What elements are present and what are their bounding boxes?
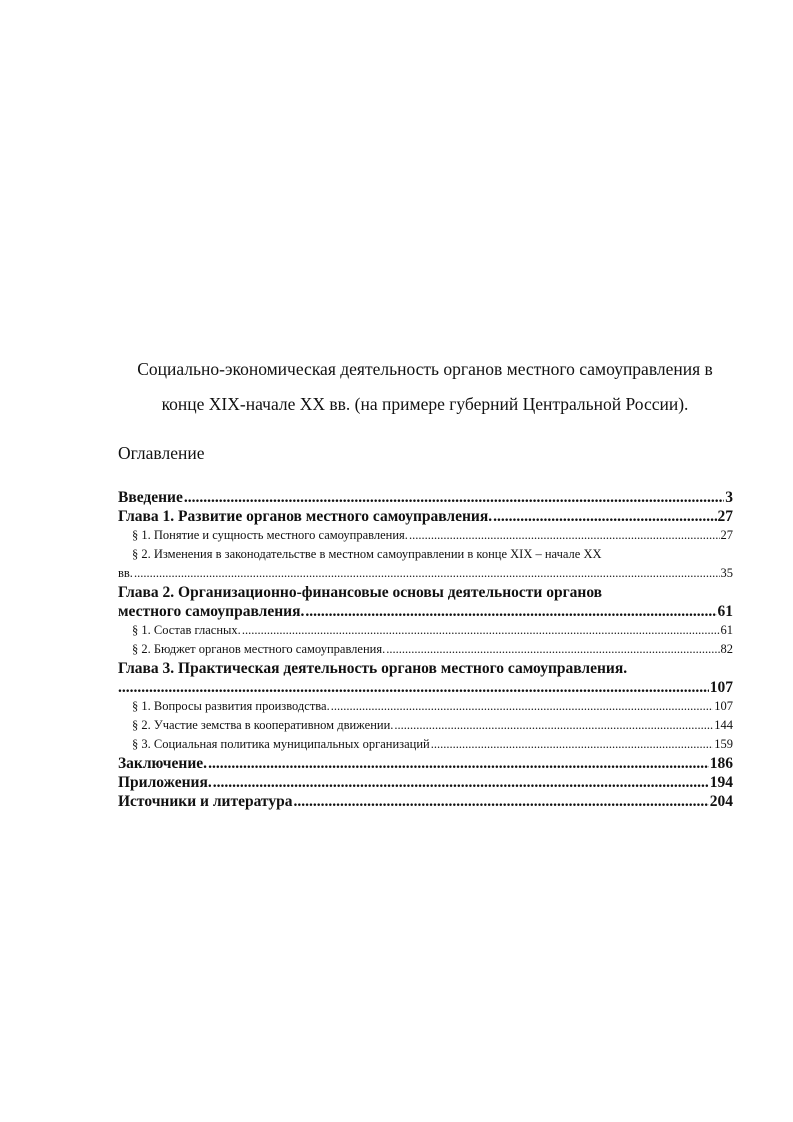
- toc-entry-label: Приложения.: [118, 774, 212, 791]
- toc-entry-sources[interactable]: [118, 792, 733, 811]
- toc-entry-label: § 2. Бюджет органов местного самоуправления.: [132, 642, 386, 656]
- dot-leader: [409, 526, 720, 545]
- dot-leader: [242, 621, 720, 640]
- toc-entry-page: 107: [709, 679, 733, 696]
- toc-entry-label: § 2. Участие земства в кооперативном движении.: [132, 718, 394, 732]
- toc-entry-label-line-1: § 2. Изменения в законодательстве в местном самоуправлении в конце XIX – начале XX: [132, 547, 602, 561]
- toc-entry-page: 159: [714, 737, 733, 751]
- toc-entry-page: 61: [717, 603, 733, 620]
- toc-entry-page: 82: [720, 642, 733, 656]
- toc-entry-conclusion[interactable]: [118, 754, 733, 773]
- document-title: [100, 352, 750, 422]
- toc-entry-label-line-2: вв.: [118, 566, 133, 580]
- toc-entry-page: 144: [714, 718, 733, 732]
- toc-entry-label: Источники и литература: [118, 793, 293, 810]
- dot-leader: [293, 792, 708, 811]
- toc-entry-page: 186: [709, 755, 733, 772]
- dot-leader: [118, 678, 709, 697]
- toc-entry-chapter-3-section-2[interactable]: [118, 716, 733, 735]
- dot-leader: [394, 716, 713, 735]
- toc-entry-chapter-3-section-3[interactable]: [118, 735, 733, 754]
- toc-entry-label: § 1. Состав гласных.: [132, 623, 241, 637]
- toc-entry-appendix[interactable]: [118, 773, 733, 792]
- toc-entry-chapter-2[interactable]: [118, 583, 733, 621]
- toc-entry-chapter-2-section-2[interactable]: [118, 640, 733, 659]
- toc-entry-label-line-2: местного самоуправления.: [118, 603, 305, 620]
- toc-entry-page: 3: [725, 489, 733, 506]
- dot-leader: [493, 507, 716, 526]
- dot-leader: [213, 773, 709, 792]
- dot-leader: [305, 602, 716, 621]
- toc-entry-chapter-3[interactable]: [118, 659, 733, 697]
- dot-leader: [208, 754, 709, 773]
- toc-entry-label: § 1. Понятие и сущность местного самоуправления.: [132, 528, 408, 542]
- toc-entry-label: § 3. Социальная политика муниципальных организаций: [132, 737, 430, 751]
- dot-leader: [184, 488, 724, 507]
- toc-entry-intro[interactable]: [118, 488, 733, 507]
- dot-leader: [431, 735, 714, 754]
- table-of-contents: [118, 488, 733, 811]
- dot-leader: [134, 564, 720, 583]
- toc-entry-label: Глава 3. Практическая деятельность органов местного самоуправления.: [118, 660, 628, 677]
- toc-entry-page: 27: [720, 528, 733, 542]
- toc-entry-page: 204: [709, 793, 733, 810]
- title-line-1: Социально-экономическая деятельность органов местного самоуправления в: [137, 359, 713, 379]
- toc-heading: Оглавление: [118, 443, 205, 463]
- toc-entry-page: 35: [720, 566, 733, 580]
- dot-leader: [331, 697, 714, 716]
- toc-entry-chapter-1-section-1[interactable]: [118, 526, 733, 545]
- toc-entry-label: § 1. Вопросы развития производства.: [132, 699, 330, 713]
- title-line-2: конце XIX-начале XX вв. (на примере губерний Центральной России).: [161, 394, 689, 414]
- toc-entry-page: 107: [714, 699, 733, 713]
- toc-entry-chapter-1-section-2[interactable]: [118, 545, 733, 583]
- toc-entry-label-line-1: Глава 2. Организационно-финансовые основы деятельности органов: [118, 584, 603, 601]
- toc-entry-chapter-2-section-1[interactable]: [118, 621, 733, 640]
- toc-entry-chapter-1[interactable]: [118, 507, 733, 526]
- toc-entry-label: Глава 1. Развитие органов местного самоуправления.: [118, 508, 493, 525]
- toc-entry-page: 61: [720, 623, 733, 637]
- dot-leader: [386, 640, 719, 659]
- toc-entry-label: Введение: [118, 489, 183, 506]
- toc-entry-page: 27: [717, 508, 733, 525]
- toc-entry-chapter-3-section-1[interactable]: [118, 697, 733, 716]
- toc-entry-label: Заключение.: [118, 755, 208, 772]
- toc-entry-page: 194: [709, 774, 733, 791]
